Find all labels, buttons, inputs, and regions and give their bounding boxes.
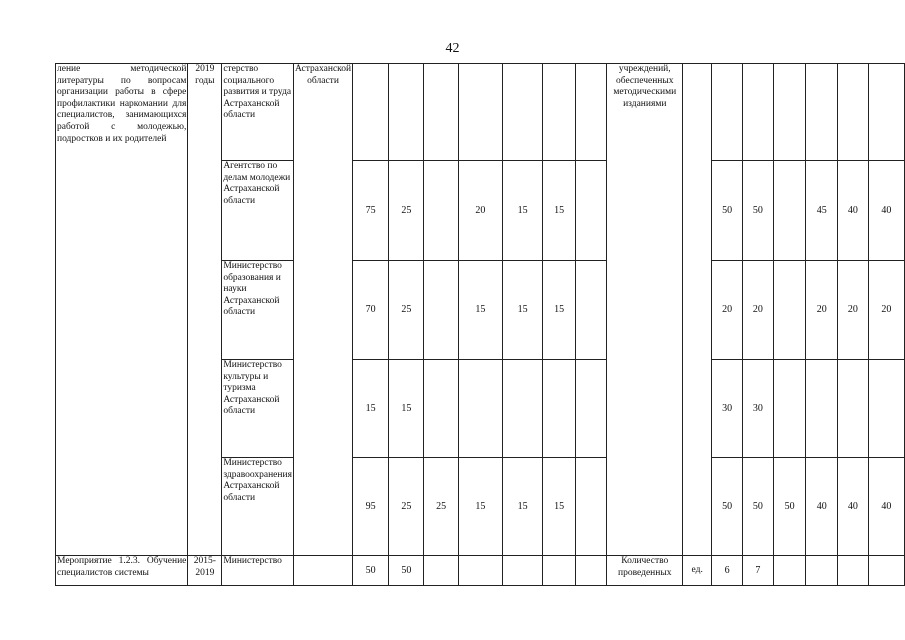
target-cell: [838, 64, 869, 161]
target-cell: 50: [743, 458, 774, 556]
executor-cell: стерство социального развития и труда Астраханской области: [222, 64, 294, 161]
target-cell: [773, 161, 806, 261]
value-cell: [353, 64, 389, 161]
value-cell: [502, 360, 543, 458]
value-cell: 15: [543, 261, 576, 360]
target-cell: 7: [743, 556, 774, 586]
page-number: 42: [445, 41, 460, 56]
value-cell: [389, 64, 424, 161]
region-cell: [293, 556, 352, 586]
value-cell: 15: [353, 360, 389, 458]
target-cell: [773, 64, 806, 161]
executor-cell: Министерство здравоохранения Астраханской области: [222, 458, 294, 556]
value-cell: 15: [502, 458, 543, 556]
region-cell: Астраханской области: [293, 64, 352, 556]
activity-cell: ление методической литературы по вопросам организации работы в сфере профилактики наркомании для специалистов, занимающихся работой с молодежью, подростков и их родителей: [56, 64, 188, 556]
target-cell: 40: [838, 458, 869, 556]
value-cell: [543, 64, 576, 161]
value-cell: [543, 556, 576, 586]
value-cell: 15: [458, 458, 502, 556]
value-cell: [424, 64, 458, 161]
executor-cell: Министерство: [222, 556, 294, 586]
executor-row: [56, 64, 905, 161]
value-cell: 15: [389, 360, 424, 458]
value-cell: [575, 261, 606, 360]
target-cell: [743, 64, 774, 161]
value-cell: [458, 64, 502, 161]
value-cell: [575, 458, 606, 556]
target-cell: 50: [712, 458, 743, 556]
target-cell: [773, 556, 806, 586]
program-table: [55, 63, 905, 586]
value-cell: 15: [502, 261, 543, 360]
target-cell: 20: [806, 261, 838, 360]
value-cell: 95: [353, 458, 389, 556]
value-cell: [424, 161, 458, 261]
value-cell: 25: [424, 458, 458, 556]
executor-cell: Министерство культуры и туризма Астраханской области: [222, 360, 294, 458]
unit-cell: ед.: [683, 556, 712, 586]
value-cell: 50: [389, 556, 424, 586]
value-cell: [458, 360, 502, 458]
target-cell: [868, 556, 904, 586]
value-cell: [575, 64, 606, 161]
years-cell: 2015-2019: [188, 556, 222, 586]
value-cell: [575, 161, 606, 261]
target-cell: 20: [712, 261, 743, 360]
target-cell: [712, 64, 743, 161]
value-cell: 15: [502, 161, 543, 261]
activity-row: [56, 556, 905, 586]
target-cell: [806, 64, 838, 161]
unit-cell: [683, 64, 712, 556]
value-cell: [458, 556, 502, 586]
value-cell: 15: [543, 161, 576, 261]
target-cell: [806, 360, 838, 458]
value-cell: 15: [458, 261, 502, 360]
target-cell: 50: [743, 161, 774, 261]
value-cell: [575, 556, 606, 586]
value-cell: [424, 360, 458, 458]
target-cell: [773, 360, 806, 458]
indicator-cell: Количество проведенных: [607, 556, 683, 586]
target-cell: [806, 556, 838, 586]
value-cell: [575, 360, 606, 458]
value-cell: [424, 261, 458, 360]
target-cell: 20: [743, 261, 774, 360]
target-cell: 20: [868, 261, 904, 360]
target-cell: [868, 64, 904, 161]
years-cell: 2019 годы: [188, 64, 222, 556]
value-cell: 25: [389, 458, 424, 556]
target-cell: 30: [743, 360, 774, 458]
activity-cell: Мероприятие 1.2.3. Обучение специалистов системы: [56, 556, 188, 586]
target-cell: [838, 556, 869, 586]
value-cell: [424, 556, 458, 586]
target-cell: 40: [868, 458, 904, 556]
value-cell: [502, 64, 543, 161]
target-cell: 6: [712, 556, 743, 586]
value-cell: 70: [353, 261, 389, 360]
target-cell: 50: [773, 458, 806, 556]
value-cell: [543, 360, 576, 458]
target-cell: 50: [712, 161, 743, 261]
target-cell: 20: [838, 261, 869, 360]
value-cell: [502, 556, 543, 586]
target-cell: 40: [838, 161, 869, 261]
value-cell: 15: [543, 458, 576, 556]
indicator-cell: учреждений, обеспеченных методическими изданиями: [607, 64, 683, 556]
executor-cell: Агентство по делам молодежи Астраханской области: [222, 161, 294, 261]
value-cell: 25: [389, 261, 424, 360]
target-cell: 45: [806, 161, 838, 261]
executor-cell: Министерство образования и науки Астраханской области: [222, 261, 294, 360]
target-cell: [868, 360, 904, 458]
value-cell: 50: [353, 556, 389, 586]
target-cell: [838, 360, 869, 458]
target-cell: 30: [712, 360, 743, 458]
value-cell: 75: [353, 161, 389, 261]
target-cell: 40: [868, 161, 904, 261]
value-cell: 25: [389, 161, 424, 261]
target-cell: 40: [806, 458, 838, 556]
value-cell: 20: [458, 161, 502, 261]
target-cell: [773, 261, 806, 360]
